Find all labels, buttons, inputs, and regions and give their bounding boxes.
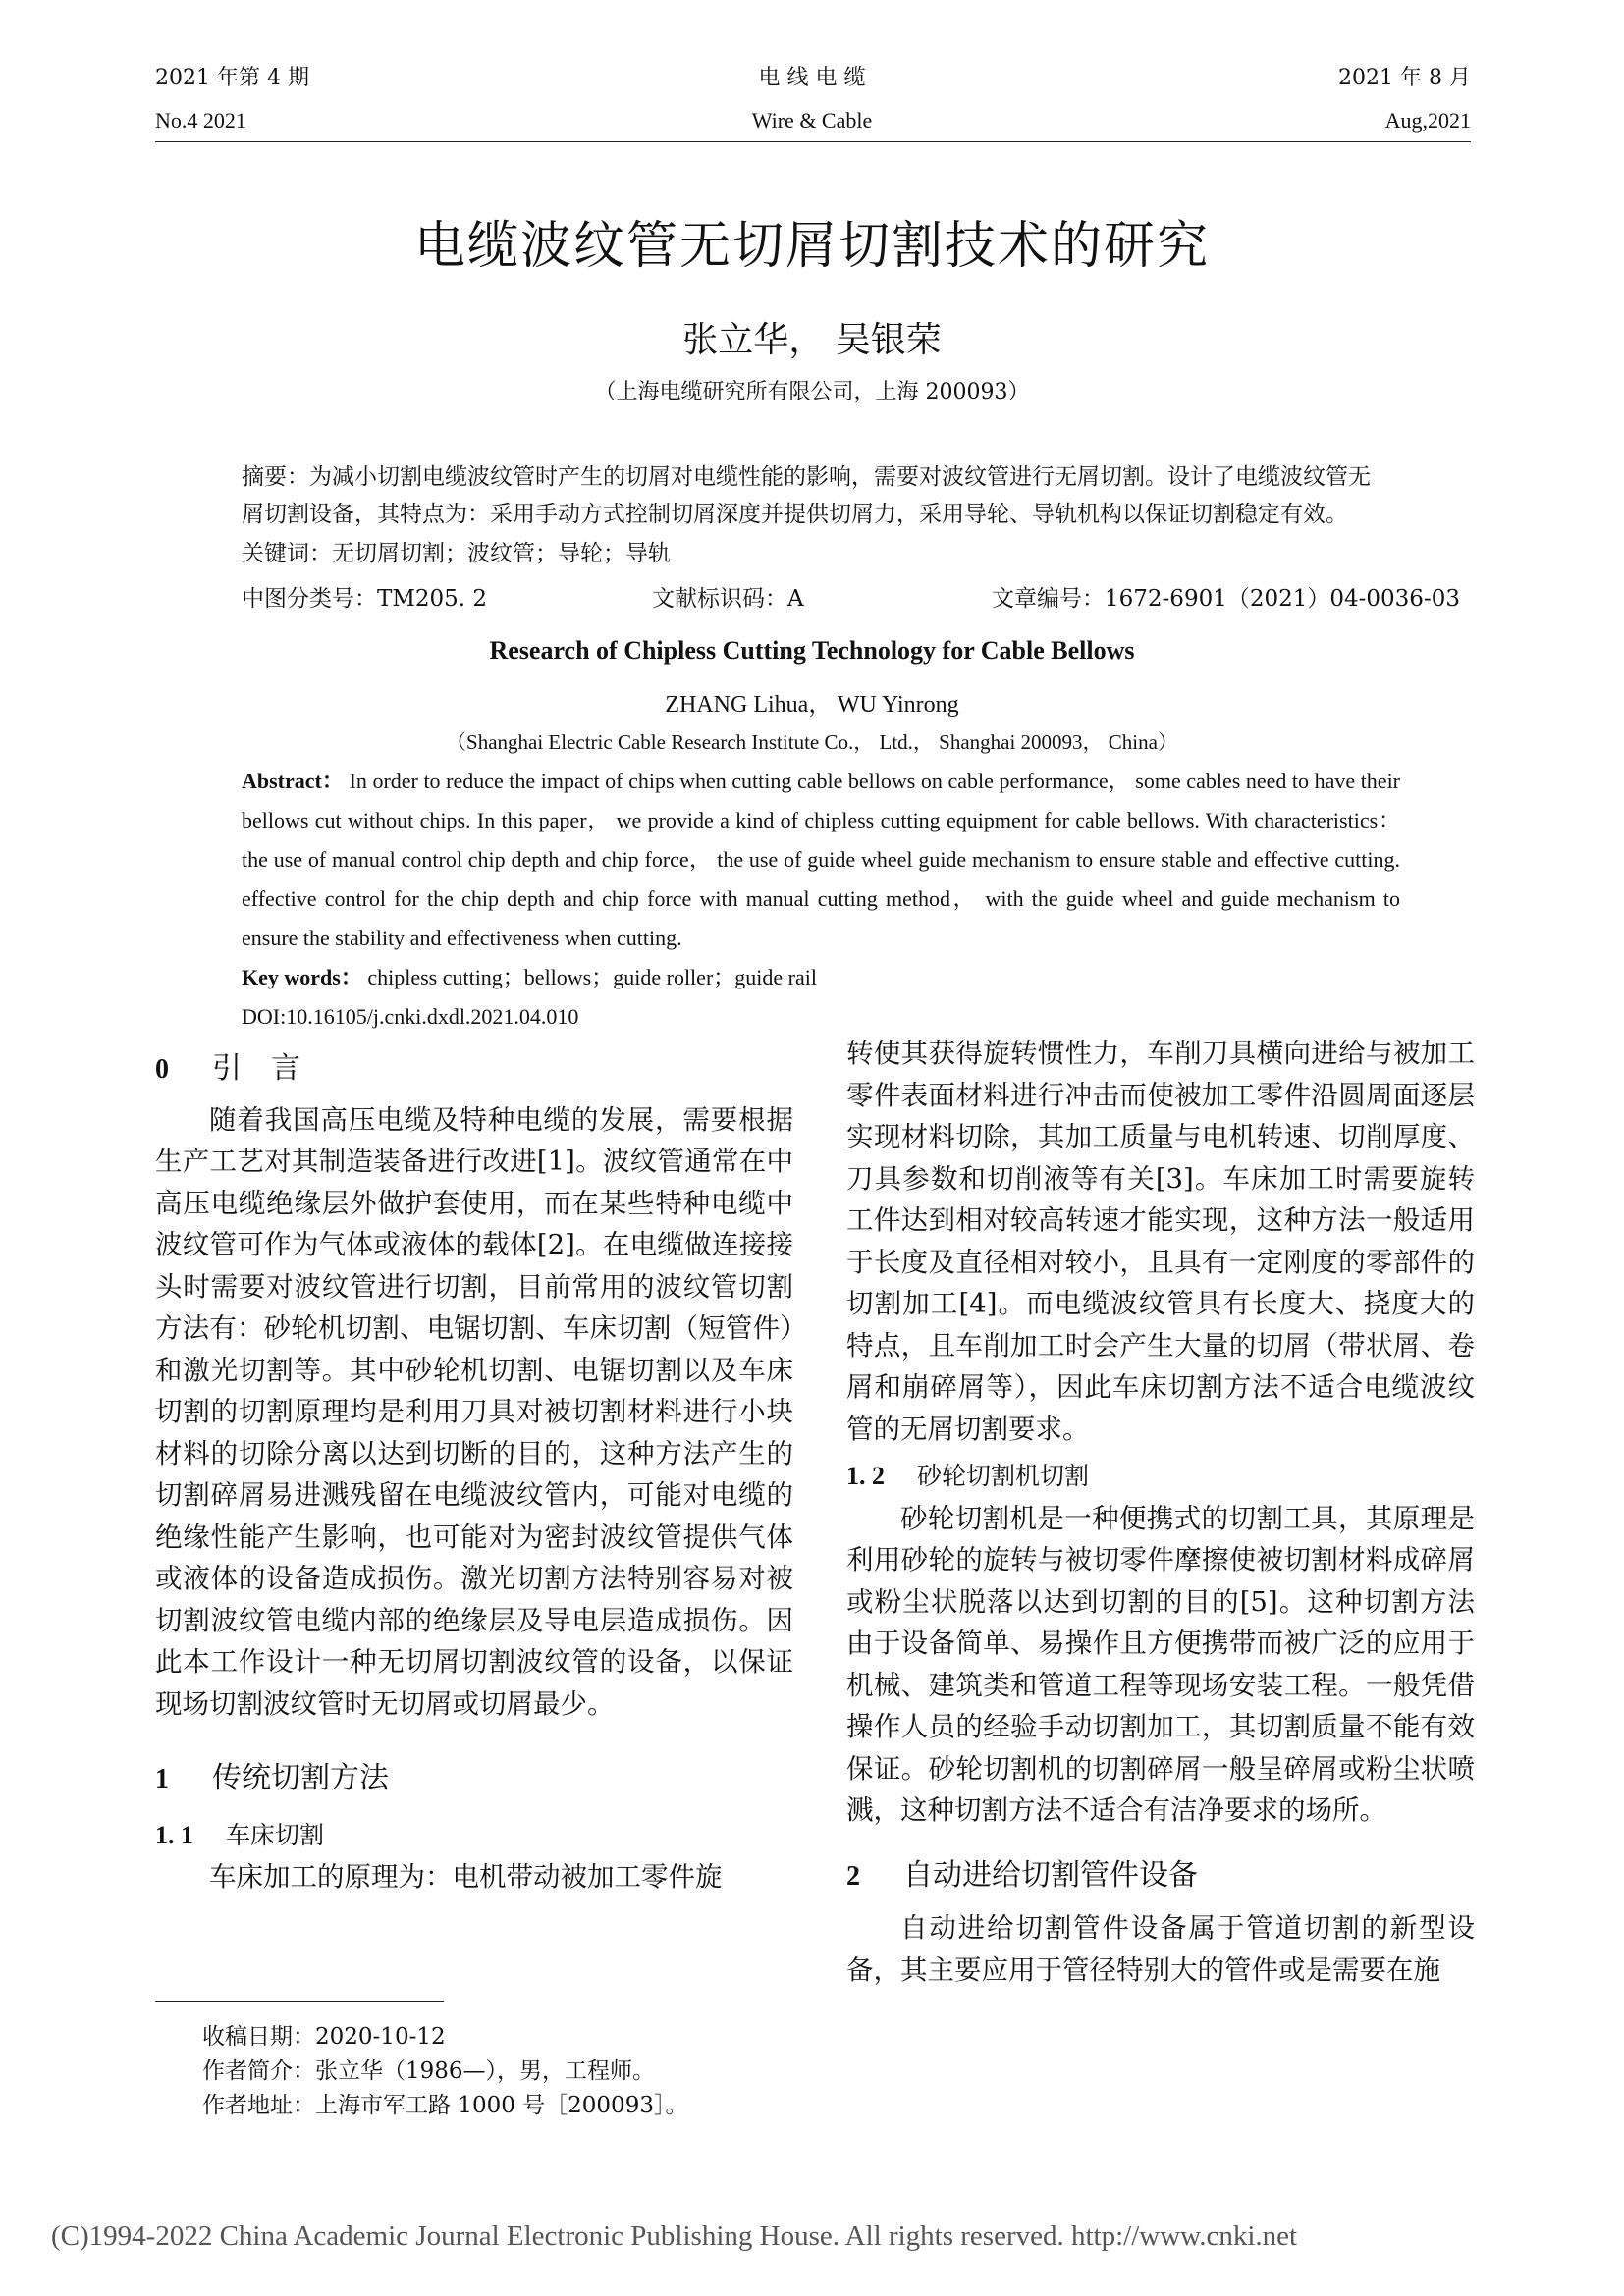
authors: 张立华， 吴银荣 xyxy=(682,320,942,360)
footnote-bio: 作者简介：张立华（1986—），男，工程师。 xyxy=(202,2058,656,2084)
section-0-heading xyxy=(155,1048,793,1092)
section-2-heading xyxy=(846,1855,1475,1898)
cn-keywords: 关键词：无切屑切割；波纹管；导轮；导轨 xyxy=(242,541,671,566)
english-affiliation: （Shanghai Electric Cable Research Institute Co.， Ltd.， Shanghai 200093， China） xyxy=(446,730,1178,754)
auto-feed-paragraph: 自动进给切割管件设备属于管道切割的新型设备，其主要应用于管径特别大的管件或是需要在施 xyxy=(846,1912,1475,1986)
section-number: 1 xyxy=(155,1764,169,1794)
doi: DOI:10.16105/j.cnki.dxdl.2021.04.010 xyxy=(242,1004,579,1029)
document-code: 文献标识码：A xyxy=(652,586,804,612)
article-number: 文章编号：1672-6901（2021）04-0036-03 xyxy=(992,586,1460,612)
subsection-number: 1. 1 xyxy=(155,1820,193,1849)
footnote-rule xyxy=(155,2001,444,2002)
subsection-number: 1. 2 xyxy=(846,1462,885,1490)
keywords-label: Key words： xyxy=(242,965,362,989)
cn-abstract-line2: 屑切割设备，其特点为：采用手动方式控制切屑深度并提供切屑力，采用导轮、导轨机构以保证切割稳定有效。 xyxy=(242,502,1348,527)
keywords-text: chipless cutting；bellows；guide roller；guide rail xyxy=(367,965,817,989)
cn-abstract-line1: 摘要：为减小切割电缆波纹管时产生的切屑对电缆性能的影响，需要对波纹管进行无屑切割。设计了电缆波纹管无 xyxy=(242,464,1371,490)
intro-paragraph: 随着我国高压电缆及特种电缆的发展，需要根据生产工艺对其制造装备进行改进[1]。波纹管通常在中高压电缆绝缘层外做护套使用，而在某些特种电缆中波纹管可作为气体或液体的载体[2]。在电缆做连接接头时需要对波纹管进行切割，目前常用的波纹管切割方法有：砂轮机切割、电锯切割、车床切割（短管件）和激光切割等。其中砂轮机切割、电锯切割以及车床切割的切割原理均是利用刀具对被切割材料进行小块材料的切除分离以达到切断的目的，这种方法产生的切割碎屑易进溅残留在电缆波纹管内，可能对电缆的绝缘性能产生影响，也可能对为密封波纹管提供气体或液体的设备造成损伤。激光切割方法特别容易对被切割波纹管电缆内部的绝缘层及导电层造成损伤。因此本工作设计一种无切屑切割波纹管的设备，以保证现场切割波纹管时无切屑或切屑最少。 xyxy=(155,1103,793,1720)
footnote-received: 收稿日期：2020-10-12 xyxy=(202,2024,446,2050)
header-journal-cn: 电 线 电 缆 xyxy=(758,66,866,90)
subsection-title: 车床切割 xyxy=(226,1820,325,1849)
copyright-notice: (C)1994-2022 China Academic Journal Electronic Publishing House. All rights reserved. http://www.cnki.net xyxy=(51,2220,1298,2252)
english-title: Research of Chipless Cutting Technology for Cable Bellows xyxy=(489,636,1135,665)
abstract-text: In order to reduce the impact of chips when cutting cable bellows on cable performance， some cables need to have their bellows cut without chips. In this paper， we provide a kind of chipless cutting equipment for cable bellows. With characteristics： the use of manual control chip depth and chip force， the use of guide wheel guide mechanism to ensure stable and effective cutting. effective control for the chip depth and chip force with manual cutting method， with the guide wheel and guide mechanism to ensure the stability and effectiveness when cutting. xyxy=(242,769,1401,950)
section-number: 2 xyxy=(846,1860,860,1892)
subsection-title: 砂轮切割机切割 xyxy=(917,1462,1090,1490)
header-rule xyxy=(155,141,1471,142)
section-number: 0 xyxy=(155,1054,169,1085)
affiliation: （上海电缆研究所有限公司，上海 200093） xyxy=(594,380,1030,404)
header-journal-en: Wire & Cable xyxy=(751,108,873,133)
subsection-1-2-heading xyxy=(846,1456,1475,1498)
header-issue-en: No.4 2021 xyxy=(155,108,246,133)
header-date-en: Aug,2021 xyxy=(1384,108,1471,133)
english-abstract xyxy=(242,762,1400,1037)
header-issue-cn: 2021 年第 4 期 xyxy=(155,66,309,90)
header-date-cn: 2021 年 8 月 xyxy=(1338,66,1471,90)
grinder-paragraph: 砂轮切割机是一种便携式的切割工具，其原理是利用砂轮的旋转与被切零件摩擦使被切割材料成碎屑或粉尘状脱落以达到切割的目的[5]。这种切割方法由于设备简单、易操作且方便携带而被广泛的应用于机械、建筑类和管道工程等现场安装工程。一般凭借操作人员的经验手动切割加工，其切割质量不能有效保证。砂轮切割机的切割碎屑一般呈碎屑或粉尘状喷溅，这种切割方法不适合有洁净要求的场所。 xyxy=(846,1502,1475,1826)
right-column xyxy=(846,1033,1475,1991)
lathe-paragraph-continued: 转使其获得旋转惯性力，车削刀具横向进给与被加工零件表面材料进行冲击而使被加工零件沿圆周面逐层实现材料切除，其加工质量与电机转速、切削厚度、刀具参数和切削液等有关[3]。车床加工时需要旋转工件达到相对较高转速才能实现，这种方法一般适用于长度及直径相对较小，且具有一定刚度的零部件的切割加工[4]。而电缆波纹管具有长度大、挠度大的特点，且车削加工时会产生大量的切屑（带状屑、卷屑和崩碎屑等），因此车床切割方法不适合电缆波纹管的无屑切割要求。 xyxy=(846,1038,1475,1445)
subsection-1-1-heading xyxy=(155,1815,793,1857)
clc-number: 中图分类号：TM205. 2 xyxy=(242,586,488,612)
footnote-address: 作者地址：上海市军工路 1000 号［200093］。 xyxy=(202,2093,688,2118)
section-title: 引 言 xyxy=(212,1051,300,1086)
section-1-heading xyxy=(155,1758,793,1801)
left-column xyxy=(155,1048,793,1898)
section-title: 传统切割方法 xyxy=(212,1761,389,1795)
lathe-paragraph: 车床加工的原理为：电机带动被加工零件旋 xyxy=(209,1861,723,1893)
page-title: 电缆波纹管无切屑切割技术的研究 xyxy=(413,217,1210,276)
english-authors: ZHANG Lihua， WU Yinrong xyxy=(665,692,959,718)
abstract-label: Abstract： xyxy=(242,769,344,793)
section-title: 自动进给切割管件设备 xyxy=(903,1857,1198,1893)
